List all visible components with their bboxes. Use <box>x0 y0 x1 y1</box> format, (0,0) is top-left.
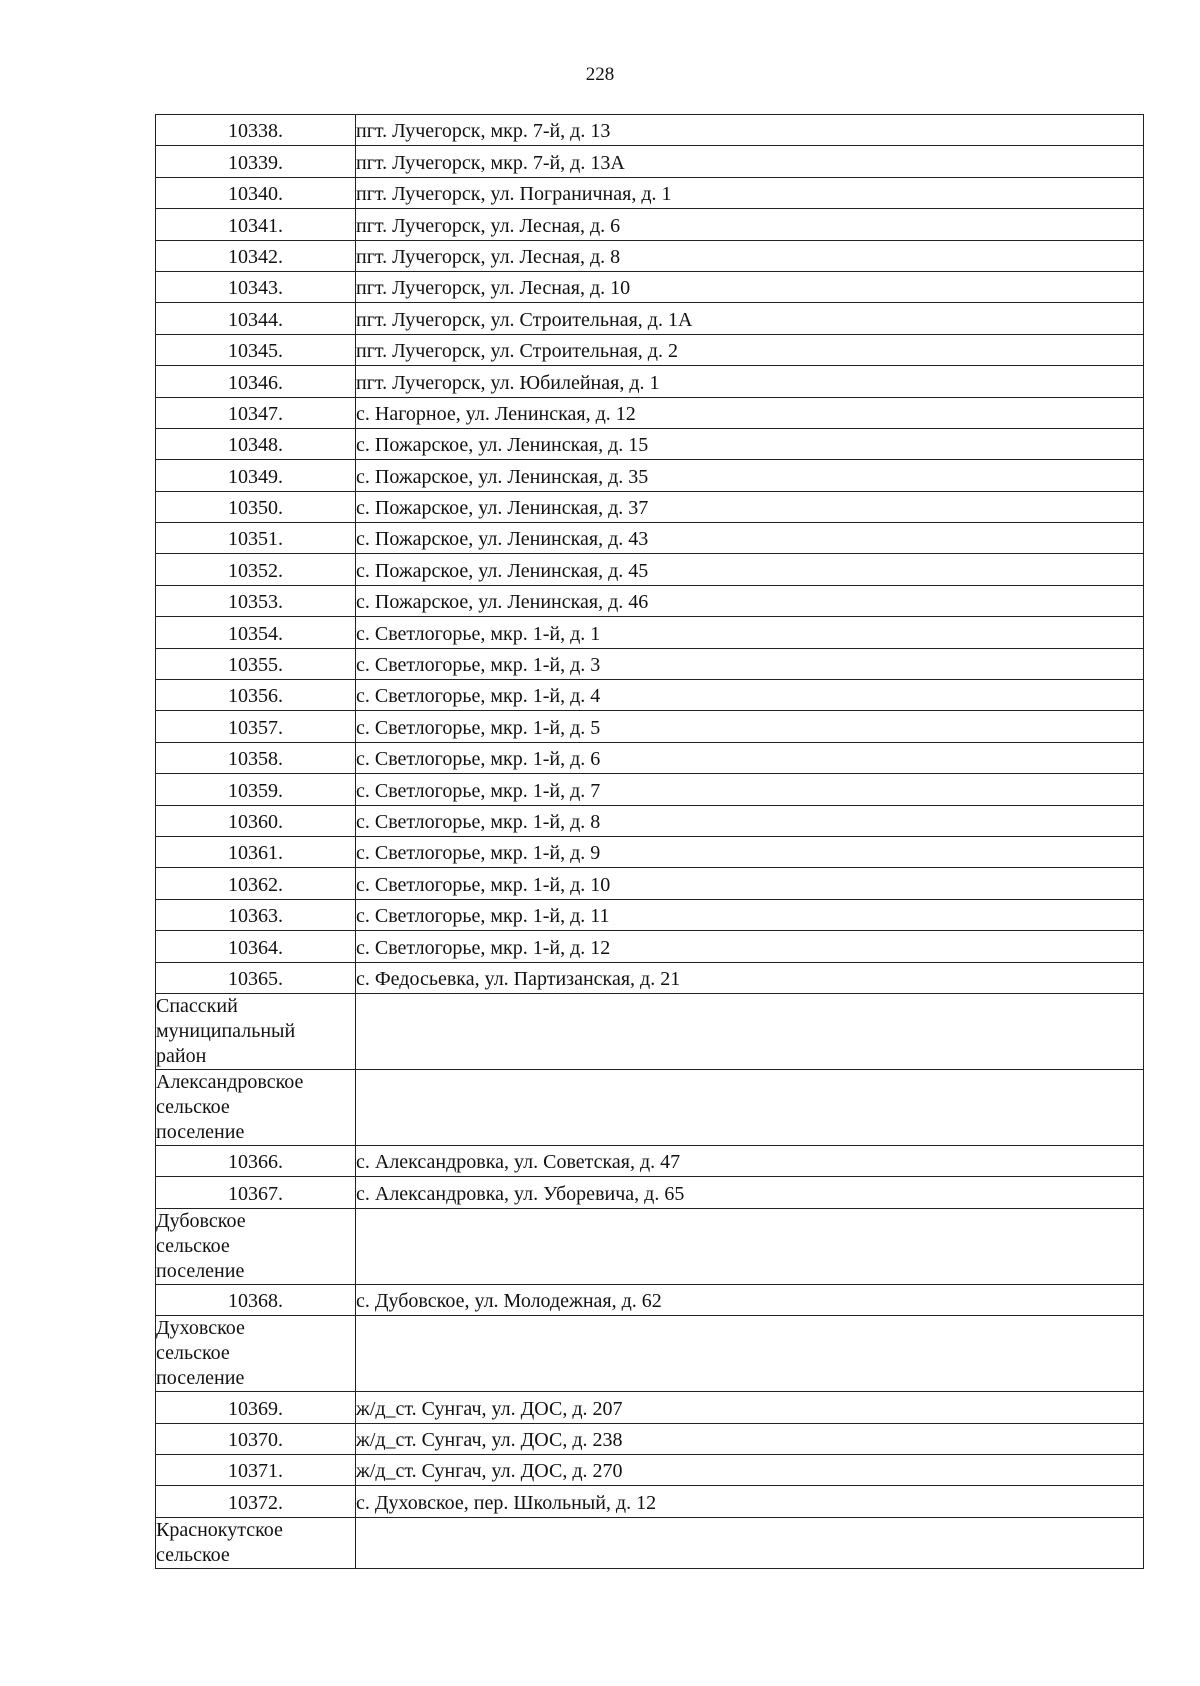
section-row-krasnokutskoe <box>156 1517 1144 1568</box>
row-number: 10354. <box>156 617 356 648</box>
address-table <box>155 114 1144 1569</box>
table-row <box>156 146 1144 177</box>
row-number: 10339. <box>156 146 356 177</box>
row-address: с. Александровка, ул. Уборевича, д. 65 <box>356 1177 1144 1208</box>
table-row <box>156 303 1144 334</box>
row-number: 10357. <box>156 711 356 742</box>
row-number: 10348. <box>156 428 356 459</box>
row-address: с. Дубовское, ул. Молодежная, д. 62 <box>356 1284 1144 1315</box>
row-number: 10359. <box>156 774 356 805</box>
row-number: 10367. <box>156 1177 356 1208</box>
row-address: ж/д_ст. Сунгач, ул. ДОС, д. 238 <box>356 1423 1144 1454</box>
table-row <box>156 585 1144 616</box>
table-row <box>156 1177 1144 1208</box>
row-number: 10371. <box>156 1454 356 1485</box>
row-address: с. Пожарское, ул. Ленинская, д. 37 <box>356 491 1144 522</box>
row-number: 10372. <box>156 1486 356 1517</box>
page-number: 228 <box>585 64 615 85</box>
row-number: 10361. <box>156 836 356 867</box>
row-address: с. Светлогорье, мкр. 1-й, д. 5 <box>356 711 1144 742</box>
row-address: пгт. Лучегорск, ул. Лесная, д. 6 <box>356 209 1144 240</box>
table-row <box>156 931 1144 962</box>
row-address: пгт. Лучегорск, ул. Юбилейная, д. 1 <box>356 366 1144 397</box>
section-label-line: муниципальный <box>156 1019 296 1042</box>
row-number: 10346. <box>156 366 356 397</box>
section-label-line: поселение <box>156 1259 245 1282</box>
row-number: 10356. <box>156 680 356 711</box>
table-row <box>156 209 1144 240</box>
row-number: 10350. <box>156 491 356 522</box>
table-row <box>156 1423 1144 1454</box>
table-row <box>156 868 1144 899</box>
section-label-line: Дубовское <box>156 1209 246 1232</box>
table-row <box>156 1145 1144 1176</box>
section-label-line: сельское <box>156 1543 230 1566</box>
table-row <box>156 115 1144 146</box>
row-number: 10352. <box>156 554 356 585</box>
table-row <box>156 617 1144 648</box>
row-address: с. Светлогорье, мкр. 1-й, д. 9 <box>356 836 1144 867</box>
row-address: с. Пожарское, ул. Ленинская, д. 45 <box>356 554 1144 585</box>
row-number: 10338. <box>156 115 356 146</box>
row-address: с. Пожарское, ул. Ленинская, д. 35 <box>356 460 1144 491</box>
section-label-line: сельское <box>156 1234 230 1257</box>
row-number: 10370. <box>156 1423 356 1454</box>
section-label <box>156 1316 356 1392</box>
row-number: 10358. <box>156 742 356 773</box>
section-row-spassky <box>156 993 1144 1069</box>
row-number: 10366. <box>156 1145 356 1176</box>
row-number: 10360. <box>156 805 356 836</box>
table-row <box>156 742 1144 773</box>
table-row <box>156 366 1144 397</box>
row-number: 10369. <box>156 1392 356 1423</box>
section-row-dukhovskoe <box>156 1316 1144 1392</box>
row-address: с. Светлогорье, мкр. 1-й, д. 4 <box>356 680 1144 711</box>
row-address: с. Светлогорье, мкр. 1-й, д. 3 <box>356 648 1144 679</box>
row-address: с. Светлогорье, мкр. 1-й, д. 6 <box>356 742 1144 773</box>
row-address: пгт. Лучегорск, ул. Лесная, д. 8 <box>356 240 1144 271</box>
table-row <box>156 680 1144 711</box>
row-number: 10353. <box>156 585 356 616</box>
row-number: 10351. <box>156 523 356 554</box>
row-number: 10363. <box>156 899 356 930</box>
row-address: с. Нагорное, ул. Ленинская, д. 12 <box>356 397 1144 428</box>
row-address: ж/д_ст. Сунгач, ул. ДОС, д. 270 <box>356 1454 1144 1485</box>
table-row <box>156 774 1144 805</box>
row-address: пгт. Лучегорск, ул. Строительная, д. 1А <box>356 303 1144 334</box>
table-row <box>156 334 1144 365</box>
section-label-line: поселение <box>156 1367 245 1390</box>
row-number: 10362. <box>156 868 356 899</box>
row-number: 10342. <box>156 240 356 271</box>
section-label <box>156 1517 356 1568</box>
table-row <box>156 962 1144 993</box>
row-number: 10344. <box>156 303 356 334</box>
row-address: с. Пожарское, ул. Ленинская, д. 15 <box>356 428 1144 459</box>
section-label-line: район <box>156 1044 207 1067</box>
section-label <box>156 993 356 1069</box>
table-row <box>156 177 1144 208</box>
section-label-line: Спасский <box>156 994 238 1017</box>
row-address: с. Духовское, пер. Школьный, д. 12 <box>356 1486 1144 1517</box>
table-row <box>156 271 1144 302</box>
row-address: пгт. Лучегорск, мкр. 7-й, д. 13А <box>356 146 1144 177</box>
row-address: ж/д_ст. Сунгач, ул. ДОС, д. 207 <box>356 1392 1144 1423</box>
table-row <box>156 836 1144 867</box>
row-address: с. Светлогорье, мкр. 1-й, д. 11 <box>356 899 1144 930</box>
row-address: с. Александровка, ул. Советская, д. 47 <box>356 1145 1144 1176</box>
section-row-aleksandrovskoe <box>156 1069 1144 1145</box>
section-label-line: Александровское <box>156 1070 304 1093</box>
section-empty-cell <box>356 1208 1144 1284</box>
row-address: с. Федосьевка, ул. Партизанская, д. 21 <box>356 962 1144 993</box>
row-number: 10355. <box>156 648 356 679</box>
table-row <box>156 805 1144 836</box>
table-row <box>156 240 1144 271</box>
row-address: с. Светлогорье, мкр. 1-й, д. 12 <box>356 931 1144 962</box>
section-label-line: Духовское <box>156 1317 245 1340</box>
section-label-line: поселение <box>156 1120 245 1143</box>
section-empty-cell <box>356 1517 1144 1568</box>
table-row <box>156 397 1144 428</box>
table-row <box>156 1454 1144 1485</box>
table-row <box>156 1486 1144 1517</box>
table-row <box>156 1284 1144 1315</box>
row-address: пгт. Лучегорск, мкр. 7-й, д. 13 <box>356 115 1144 146</box>
row-number: 10368. <box>156 1284 356 1315</box>
section-label-line: сельское <box>156 1342 230 1365</box>
row-number: 10349. <box>156 460 356 491</box>
table-row <box>156 523 1144 554</box>
table-row <box>156 491 1144 522</box>
row-number: 10340. <box>156 177 356 208</box>
table-row <box>156 428 1144 459</box>
table-row <box>156 711 1144 742</box>
table-row <box>156 1392 1144 1423</box>
section-empty-cell <box>356 993 1144 1069</box>
table-row <box>156 554 1144 585</box>
row-number: 10345. <box>156 334 356 365</box>
section-label-line: сельское <box>156 1095 230 1118</box>
row-address: пгт. Лучегорск, ул. Строительная, д. 2 <box>356 334 1144 365</box>
row-address: с. Пожарское, ул. Ленинская, д. 46 <box>356 585 1144 616</box>
row-number: 10364. <box>156 931 356 962</box>
row-number: 10365. <box>156 962 356 993</box>
section-empty-cell <box>356 1069 1144 1145</box>
table-row <box>156 648 1144 679</box>
table-row <box>156 899 1144 930</box>
section-row-dubovskoe <box>156 1208 1144 1284</box>
section-label-line: Краснокутское <box>156 1518 283 1541</box>
row-number: 10343. <box>156 271 356 302</box>
row-address: с. Светлогорье, мкр. 1-й, д. 7 <box>356 774 1144 805</box>
row-number: 10347. <box>156 397 356 428</box>
section-label <box>156 1208 356 1284</box>
section-empty-cell <box>356 1316 1144 1392</box>
table-row <box>156 460 1144 491</box>
section-label <box>156 1069 356 1145</box>
row-address: с. Пожарское, ул. Ленинская, д. 43 <box>356 523 1144 554</box>
row-number: 10341. <box>156 209 356 240</box>
row-address: пгт. Лучегорск, ул. Лесная, д. 10 <box>356 271 1144 302</box>
row-address: с. Светлогорье, мкр. 1-й, д. 10 <box>356 868 1144 899</box>
row-address: с. Светлогорье, мкр. 1-й, д. 1 <box>356 617 1144 648</box>
row-address: пгт. Лучегорск, ул. Пограничная, д. 1 <box>356 177 1144 208</box>
row-address: с. Светлогорье, мкр. 1-й, д. 8 <box>356 805 1144 836</box>
